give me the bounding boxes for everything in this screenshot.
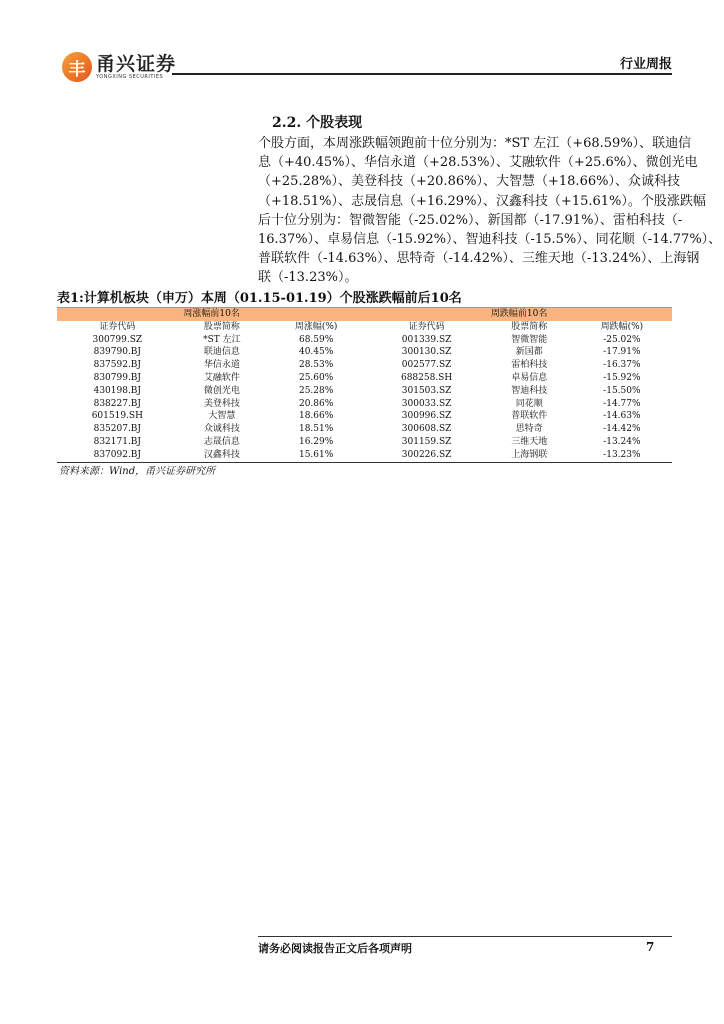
table-cell: 430198.BJ [93, 385, 142, 396]
group-header-gainers: 周涨幅前10名 [57, 308, 366, 321]
table-cell: 志晟信息 [203, 436, 240, 447]
table-cell: 三维天地 [511, 436, 548, 447]
table-cell: 837592.BJ [93, 360, 142, 371]
table-cell: 601519.SH [91, 411, 143, 422]
paragraph-line: 16.37%）、卓易信息（-15.92%）、智迪科技（-15.5%）、同花顺（-14.77%）、 [258, 231, 722, 247]
table-cell: -13.23% [572, 449, 672, 462]
paragraph-line: 后十位分别为：智微智能（-25.02%）、新国都（-17.91%）、雷柏科技（- [258, 212, 683, 228]
table-cell: -13.24% [603, 436, 641, 447]
table-cell: -14.42% [603, 424, 641, 435]
section-title: 2.2. 个股表现 [272, 115, 363, 131]
table-cell: 思特奇 [515, 424, 543, 435]
table-cell: -14.63% [603, 411, 641, 422]
table-cell: 839790.BJ [93, 347, 142, 358]
footer-disclaimer: 请务必阅读报告正文后各项声明 [258, 942, 412, 955]
table-source: 资料来源：Wind，甬兴证券研究所 [59, 466, 216, 477]
table-cell: -15.92% [603, 372, 641, 383]
table-cell: 002577.SZ [401, 360, 452, 371]
table-cell: 300608.SZ [401, 424, 452, 435]
table-cell: -25.02% [603, 334, 641, 345]
table-cell: 上海钢联 [487, 449, 572, 462]
table-cell: 300799.SZ [92, 334, 143, 345]
table-cell: 普联软件 [511, 411, 548, 422]
table-cell: 301159.SZ [401, 436, 452, 447]
table-cell: 微创光电 [203, 385, 240, 396]
table-row [57, 372, 672, 385]
logo-name-cn: 甬兴证券 [96, 53, 177, 75]
table-cell: -14.77% [603, 398, 641, 409]
table-cell: 18.51% [298, 424, 334, 435]
paragraph-line: 普联软件（-14.63%）、思特奇（-14.42%）、三维天地（-13.24%）、上海钢 [258, 251, 700, 267]
table-cell: 16.29% [298, 436, 334, 447]
table-cell: 汉鑫科技 [178, 449, 266, 462]
table-cell: 众诚科技 [203, 424, 240, 435]
table-cell: 智微智能 [511, 334, 548, 345]
table-cell: 25.60% [298, 372, 334, 383]
table-cell: 835207.BJ [93, 424, 142, 435]
column-header: 周跌幅(%) [600, 321, 644, 332]
table-row [57, 449, 672, 462]
table-cell: 301503.SZ [401, 385, 452, 396]
logo-name-en: YONGXING SECURITIES [96, 74, 164, 80]
table-cell: 18.66% [298, 411, 334, 422]
table-cell: 300226.SZ [366, 449, 487, 462]
table-cell: 832171.BJ [93, 436, 142, 447]
table-cell: 20.86% [298, 398, 334, 409]
table-row [57, 359, 672, 372]
column-header: 股票简称 [511, 321, 548, 332]
table-cell: 联迪信息 [203, 347, 240, 358]
table-cell: -15.50% [603, 385, 641, 396]
header-divider [172, 73, 672, 75]
table-cell: 830799.BJ [93, 372, 142, 383]
table-cell: 艾融软件 [203, 372, 240, 383]
stock-table [57, 307, 672, 463]
table-cell: 美登科技 [203, 398, 240, 409]
paragraph-line: 个股方面，本周涨跌幅领跑前十位分别为：*ST 左江（+68.59%）、联迪信 [258, 136, 692, 151]
table-cell: 688258.SH [400, 372, 453, 383]
table-title: 表1:计算机板块（申万）本周（01.15-01.19）个股涨跌幅前后10名 [57, 291, 462, 306]
table-row [57, 385, 672, 398]
table-cell: -17.91% [603, 347, 641, 358]
table-cell: 新国都 [515, 347, 543, 358]
table-cell: 300130.SZ [401, 347, 452, 358]
logo-icon: 丰 [62, 52, 92, 82]
page-number: 7 [646, 940, 655, 954]
table-cell: 大智慧 [208, 411, 236, 422]
footer-divider [258, 936, 672, 937]
table-row [57, 423, 672, 436]
table-row [57, 410, 672, 423]
table-cell: 300033.SZ [401, 398, 452, 409]
table-row [57, 398, 672, 411]
paragraph-line: 联（-13.23%）。 [258, 270, 358, 286]
table-cell: 838227.BJ [93, 398, 142, 409]
company-logo [62, 52, 176, 82]
paragraph-line: （+25.28%）、美登科技（+20.86%）、大智慧（+18.66%）、众诚科技 [258, 174, 680, 190]
column-header: 股票简称 [203, 321, 240, 332]
table-row [57, 346, 672, 359]
table-row [57, 334, 672, 347]
column-header: 证券代码 [408, 321, 445, 332]
paragraph-line: （+18.51%）、志晟信息（+16.29%）、汉鑫科技（+15.61%）。个股涨跌幅 [258, 193, 706, 209]
table-row [57, 436, 672, 449]
table-cell: 001339.SZ [401, 334, 452, 345]
table-cell: 智迪科技 [511, 385, 548, 396]
table-cell: 15.61% [266, 449, 366, 462]
table-cell: 25.28% [298, 385, 334, 396]
table-cell: 华信永道 [203, 360, 240, 371]
table-cell: 40.45% [298, 347, 334, 358]
report-type: 行业周报 [619, 57, 672, 72]
column-header: 证券代码 [99, 321, 136, 332]
table-cell: 68.59% [298, 334, 334, 345]
table-cell: 837092.BJ [57, 449, 178, 462]
column-header: 周涨幅(%) [294, 321, 338, 332]
table-cell: -16.37% [603, 360, 641, 371]
table-cell: 300996.SZ [401, 411, 452, 422]
table-cell: *ST 左江 [203, 334, 241, 345]
paragraph-line: 息（+40.45%）、华信永道（+28.53%）、艾融软件（+25.6%）、微创光电 [258, 155, 698, 171]
group-header-losers: 周跌幅前10名 [366, 308, 672, 321]
table-cell: 28.53% [298, 360, 334, 371]
table-cell: 雷柏科技 [511, 360, 548, 371]
table-cell: 同花顺 [515, 398, 543, 409]
table-cell: 卓易信息 [511, 372, 548, 383]
section-paragraph [258, 134, 722, 288]
